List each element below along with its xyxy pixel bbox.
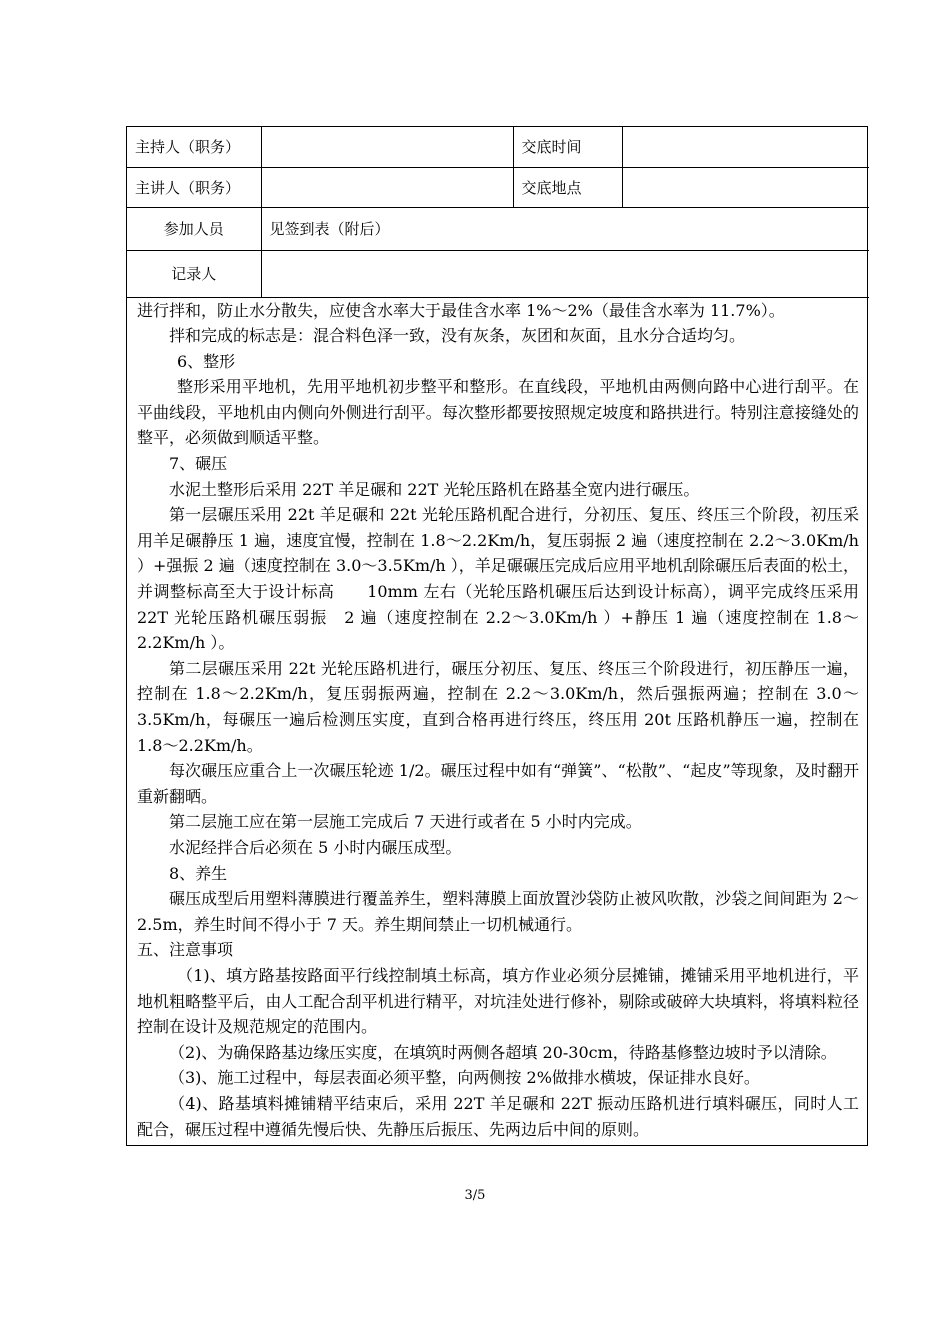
paragraph: （3)、施工过程中，每层表面必须平整，向两侧按 2%做排水横坡，保证排水良好。 xyxy=(169,1068,760,1088)
paragraph: 每次碾压应重合上一次碾压轮迹 1/2。碾压过程中如有“弹簧”、“松散”、“起皮”等现象，及时翻开重新翻晒。 xyxy=(137,761,859,806)
section-heading: 7、碾压 xyxy=(169,454,228,474)
paragraph: （2)、为确保路基边缘压实度，在填筑时两侧各超填 20-30cm，待路基修整边坡时予以清除。 xyxy=(169,1042,837,1062)
section-heading: 6、整形 xyxy=(177,351,236,371)
host-value[interactable] xyxy=(261,127,513,167)
speaker-value[interactable] xyxy=(261,167,513,207)
paragraph: 碾压成型后用塑料薄膜进行覆盖养生，塑料薄膜上面放置沙袋防止被风吹散，沙袋之间间距为 2～2.5m，养生时间不得小于 7 天。养生期间禁止一切机械通行。 xyxy=(137,889,859,934)
recorder-value[interactable] xyxy=(261,250,869,297)
paragraph: 第一层碾压采用 22t 羊足碾和 22t 光轮压路机配合进行，分初压、复压、终压三个阶段，初压采用羊足碾静压 1 遍，速度宜慢，控制在 1.8～2.2Km/h，复压弱振 2 遍（速度控制在 2.2～3.0Km/h ）+强振 2 遍（速度控制在 3.0～3.5Km/h ），羊足碾碾压完成后应用平地机刮除碾压后表面的松土，并调整标高至大于设计标高 10mm 左右（光轮压路机碾压后达到设计标高），调平完成终压采用 22T 光轮压路机碾压弱振 2 遍（速度控制在 2.2～3.0Km/h ）+静压 1 遍（速度控制在 1.8～2.2Km/h ）。 xyxy=(137,505,876,653)
paragraph: 水泥经拌合后必须在 5 小时内碾压成型。 xyxy=(169,837,462,857)
participants-value[interactable]: 见签到表（附后） xyxy=(261,207,869,250)
paragraph: 第二层碾压采用 22t 光轮压路机进行，碾压分初压、复压、终压三个阶段进行，初压静压一遍，控制在 1.8～2.2Km/h，复压弱振两遍，控制在 2.2～3.0Km/h，然后强振两遍；控制在 3.0～3.5Km/h，每碾压一遍后检测压实度，直到合格再进行终压，终压用 20t 压路机静压一遍，控制在 1.8～2.2Km/h。 xyxy=(137,658,859,755)
header-row-host xyxy=(127,127,869,167)
paragraph: 拌和完成的标志是：混合料色泽一致，没有灰条，灰团和灰面，且水分合适均匀。 xyxy=(169,326,746,346)
header-row-speaker xyxy=(127,167,869,207)
header-row-recorder xyxy=(127,250,869,297)
speaker-label: 主讲人（职务） xyxy=(127,167,261,207)
body-text xyxy=(127,298,876,1143)
participants-label: 参加人员 xyxy=(127,207,261,250)
section-heading: 8、养生 xyxy=(169,863,228,883)
recorder-label: 记录人 xyxy=(127,250,261,297)
paragraph: 整形采用平地机，先用平地机初步整平和整形。在直线段，平地机由两侧向路中心进行刮平。在平曲线段，平地机由内侧向外侧进行刮平。每次整形都要按照规定坡度和路拱进行。特别注意接缝处的整平，必须做到顺适平整。 xyxy=(137,377,859,448)
paragraph: 水泥土整形后采用 22T 羊足碾和 22T 光轮压路机在路基全宽内进行碾压。 xyxy=(169,479,700,499)
section-heading: 五、注意事项 xyxy=(137,940,234,960)
host-label: 主持人（职务） xyxy=(127,127,261,167)
disclosure-sheet xyxy=(126,126,876,1146)
page-number: 3/5 xyxy=(464,1188,486,1203)
header-row-participants xyxy=(127,207,869,250)
disclosure-time-value[interactable] xyxy=(622,127,869,167)
paragraph: （1)、填方路基按路面平行线控制填土标高，填方作业必须分层摊铺，摊铺采用平地机进行，平地机粗略整平后，由人工配合刮平机进行精平，对坑洼处进行修补，剔除或破碎大块填料，将填料粒径控制在设计及规范规定的范围内。 xyxy=(137,965,859,1037)
paragraph: 第二层施工应在第一层施工完成后 7 天进行或者在 5 小时内完成。 xyxy=(169,812,642,832)
disclosure-time-label: 交底时间 xyxy=(513,127,622,167)
disclosure-place-value[interactable] xyxy=(622,167,869,207)
disclosure-place-label: 交底地点 xyxy=(513,167,622,207)
paragraph: 进行拌和，防止水分散失，应使含水率大于最佳含水率 1%～2%（最佳含水率为 11.7%）。 xyxy=(137,300,785,320)
header-table xyxy=(127,127,869,298)
paragraph: （4)、路基填料摊铺精平结束后，采用 22T 羊足碾和 22T 振动压路机进行填料碾压，同时人工配合，碾压过程中遵循先慢后快、先静压后振压、先两边后中间的原则。 xyxy=(137,1093,859,1139)
